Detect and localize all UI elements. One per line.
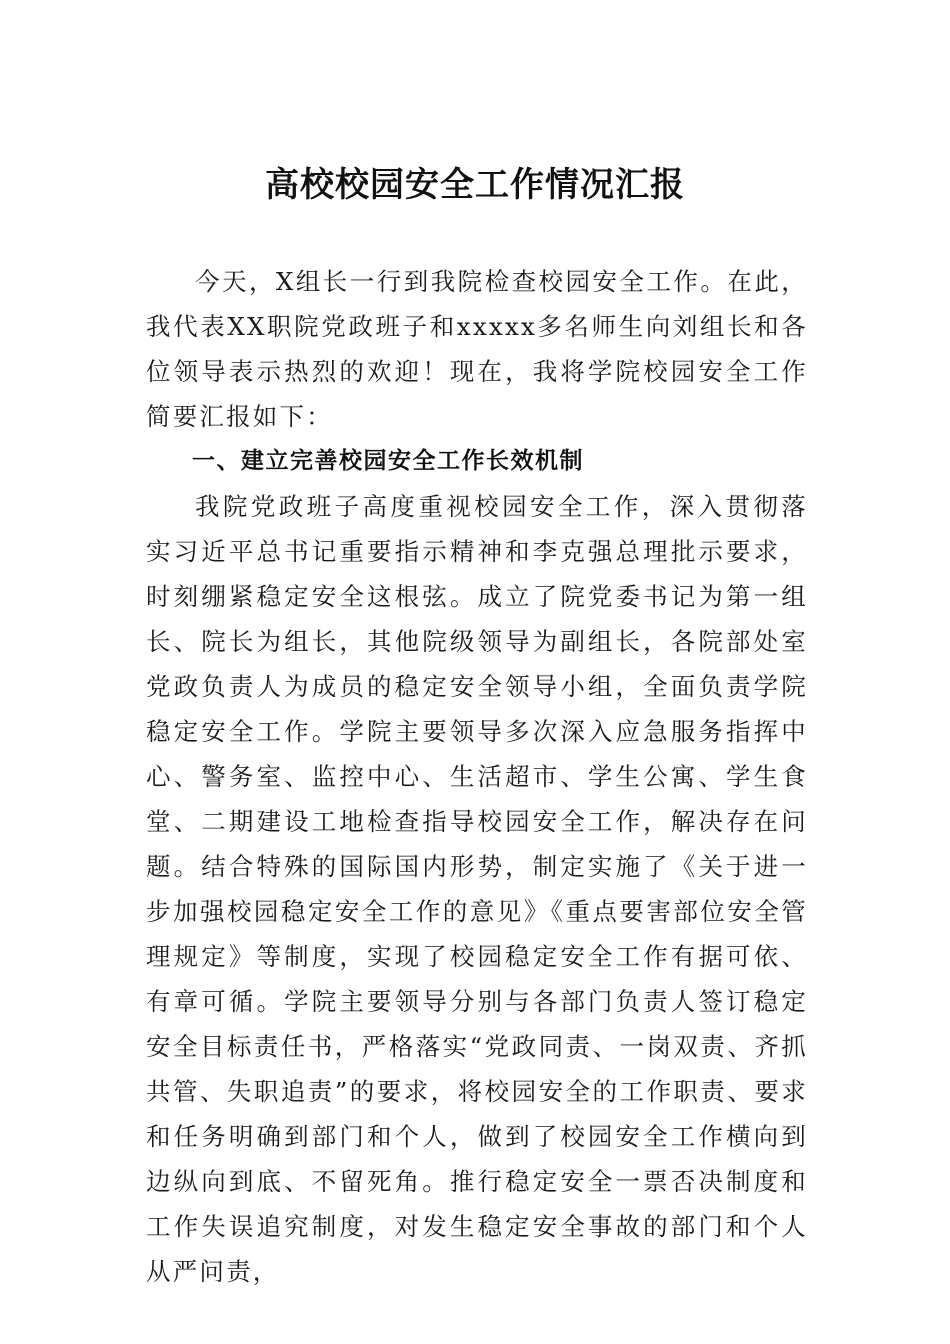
document-body <box>146 259 808 1294</box>
section-heading: 一、建立完善校园安全工作长效机制 <box>192 448 584 474</box>
intro-paragraph: 今天，X组长一行到我院检查校园安全工作。在此，我代表XX职院党政班子和xxxxx多名师生向刘组长和各位领导表示热烈的欢迎！现在，我将学院校园安全工作简要汇报如下： <box>146 267 808 431</box>
document-title: 高校校园安全工作情况汇报 <box>265 165 685 205</box>
section-paragraph: 我院党政班子高度重视校园安全工作，深入贯彻落实习近平总书记重要指示精神和李克强总理批示要求，时刻绷紧稳定安全这根弦。成立了院党委书记为第一组长、院长为组长，其他院级领导为副组长，各院部处室党政负责人为成员的稳定安全领导小组，全面负责学院稳定安全工作。学院主要领导多次深入应急服务指挥中心、警务室、监控中心、生活超市、学生公寓、学生食堂、二期建设工地检查指导校园安全工作，解决存在问题。结合特殊的国际国内形势，制定实施了《关于进一步加强校园稳定安全工作的意见》《重点要害部位安全管理规定》等制度，实现了校园稳定安全工作有据可依、有章可循。学院主要领导分别与各部门负责人签订稳定安全目标责任书，严格落实“党政同责、一岗双责、齐抓共管、失职追责”的要求，将校园安全的工作职责、要求和任务明确到部门和个人，做到了校园安全工作横向到边纵向到底、不留死角。推行稳定安全一票否决制度和工作失误追究制度，对发生稳定安全事故的部门和个人从严问责， <box>146 492 808 1286</box>
